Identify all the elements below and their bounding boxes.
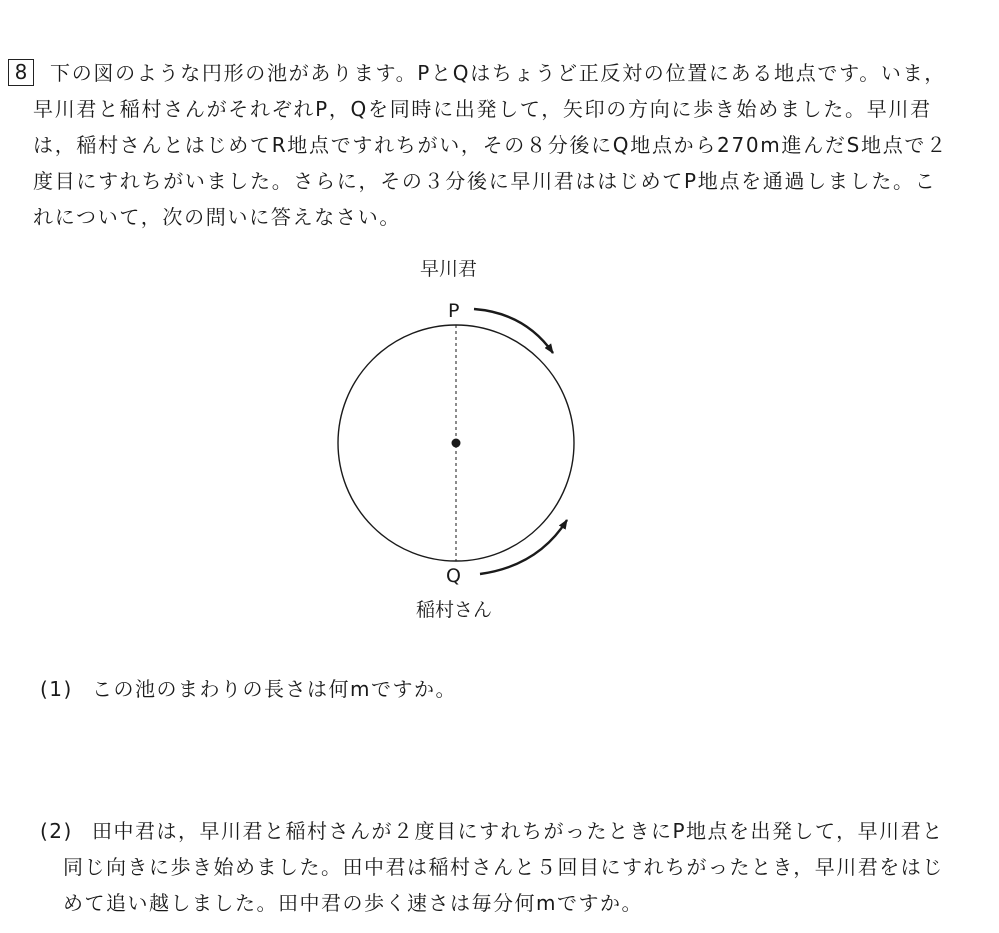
hayakawa-direction-arrow — [474, 309, 553, 353]
question-1 — [40, 677, 457, 701]
problem-number-box: 8 — [8, 59, 34, 86]
question-2-line-2: 同じ向きに歩き始めました。田中君は稲村さんと５回目にすれちがったとき，早川君をはじ — [63, 855, 944, 879]
problem-statement-line-1: 下の図のような円形の池があります。PとQはちょうど正反対の位置にある地点です。いま， — [50, 61, 947, 85]
pond-diagram — [320, 240, 600, 630]
problem-statement-line-4: 度目にすれちがいました。さらに，その３分後に早川君ははじめてP地点を通過しました。こ — [33, 169, 937, 193]
question-1-text: この池のまわりの長さは何mですか。 — [92, 677, 457, 701]
inamura-direction-arrow — [480, 520, 567, 574]
question-1-number: (1) — [40, 677, 73, 701]
point-p-label: P — [448, 300, 460, 322]
inamura-label: 稲村さん — [416, 599, 493, 621]
problem-statement-line-2: 早川君と稲村さんがそれぞれP，Qを同時に出発して，矢印の方向に歩き始めました。早川君 — [33, 97, 932, 121]
center-dot — [452, 439, 461, 448]
question-2-text-line-1: 田中君は，早川君と稲村さんが２度目にすれちがったときにP地点を出発して，早川君と — [92, 819, 944, 843]
question-2-line-3: めて追い越しました。田中君の歩く速さは毎分何mですか。 — [63, 891, 643, 915]
question-2-number: (2) — [40, 819, 73, 843]
hayakawa-label: 早川君 — [420, 258, 478, 280]
problem-statement-line-3: は，稲村さんとはじめてR地点ですれちがい，その８分後にQ地点から270m進んだS地点で２ — [33, 133, 948, 157]
problem-statement-line-5: れについて，次の問いに答えなさい。 — [33, 205, 402, 229]
question-2-line-1 — [40, 819, 944, 843]
point-q-label: Q — [446, 565, 461, 587]
